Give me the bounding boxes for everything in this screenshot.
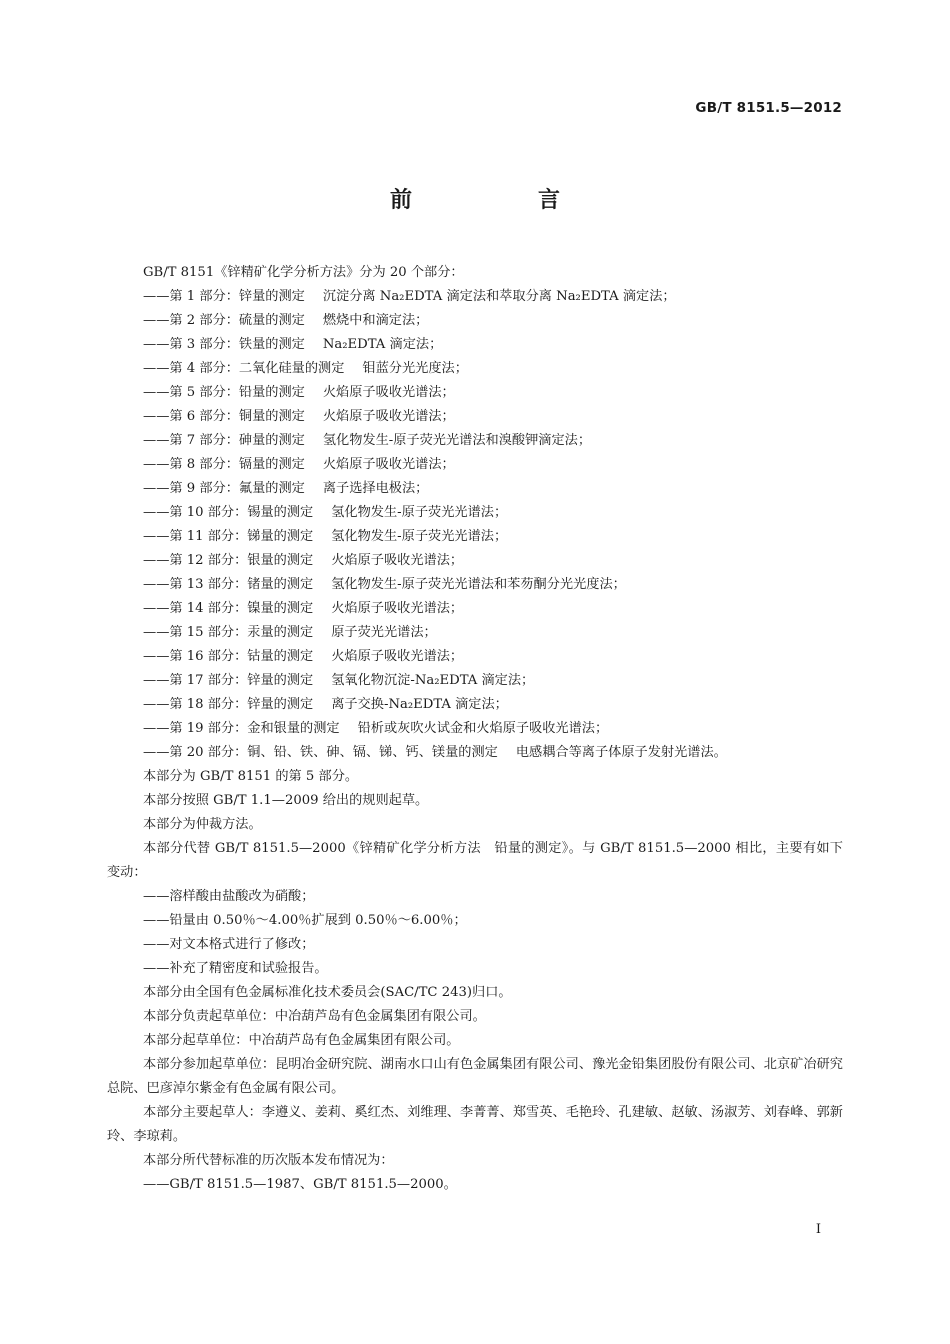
part-list-item [107, 405, 843, 429]
part-method: 原子荧光光谱法； [331, 625, 437, 640]
part-method: 离子交换-Na₂EDTA 滴定法； [331, 697, 508, 712]
part-label: ——第 7 部分：砷量的测定 [143, 433, 305, 448]
part-label: ——第 19 部分：金和银量的测定 [143, 721, 340, 736]
part-method: 钼蓝分光光度法； [362, 361, 468, 376]
part-list-item [107, 477, 843, 501]
part-method: 电感耦合等离子体原子发射光谱法。 [515, 745, 727, 760]
part-label: ——第 9 部分：氟量的测定 [143, 481, 305, 496]
part-method: 火焰原子吸收光谱法； [331, 601, 464, 616]
part-list-item [107, 573, 843, 597]
standard-code: GB/T 8151.5—2012 [695, 100, 842, 116]
part-list-item [107, 501, 843, 525]
part-list-item [107, 645, 843, 669]
drafters-statement: 本部分主要起草人：李遵义、姜莉、奚红杰、刘维理、李菁菁、郑雪英、毛艳玲、孔建敏、赵敏、汤淑芳、刘春峰、郭新玲、李琼莉。 [107, 1105, 843, 1144]
part-label: ——第 20 部分：铜、铅、铁、砷、镉、锑、钙、镁量的测定 [143, 745, 498, 760]
parts-list [107, 285, 843, 765]
part-method: 燃烧中和滴定法； [322, 313, 429, 328]
proposer-statement: 本部分由全国有色金属标准化技术委员会(SAC/TC 243)归口。 [143, 985, 512, 1000]
part-list-item [107, 309, 843, 333]
part-label: ——第 6 部分：铜量的测定 [143, 409, 305, 424]
change-item: ——溶样酸由盐酸改为硝酸； [143, 889, 315, 904]
part-of-statement: 本部分为 GB/T 8151 的第 5 部分。 [143, 769, 359, 784]
part-label: ——第 12 部分：银量的测定 [143, 553, 314, 568]
part-method: 火焰原子吸收光谱法； [331, 649, 464, 664]
page-title: 前 言 [389, 188, 612, 213]
part-list-item [107, 741, 843, 765]
part-method: 氢化物发生-原子荧光光谱法； [331, 505, 508, 520]
participants-statement: 本部分参加起草单位：昆明冶金研究院、湖南水口山有色金属集团有限公司、豫光金铅集团股份有限公司、北京矿冶研究总院、巴彦淖尔紫金有色金属有限公司。 [107, 1057, 843, 1096]
part-label: ——第 13 部分：锗量的测定 [143, 577, 314, 592]
part-method: 氢化物发生-原子荧光光谱法和溴酸钾滴定法； [322, 433, 592, 448]
part-list-item [107, 717, 843, 741]
part-method: 火焰原子吸收光谱法； [322, 409, 455, 424]
responsible-unit-statement: 本部分负责起草单位：中冶葫芦岛有色金属集团有限公司。 [143, 1009, 486, 1024]
part-list-item [107, 357, 843, 381]
change-item: ——对文本格式进行了修改； [143, 937, 315, 952]
part-label: ——第 11 部分：锑量的测定 [143, 529, 314, 544]
part-list-item [107, 453, 843, 477]
part-label: ——第 2 部分：硫量的测定 [143, 313, 305, 328]
change-item: ——铅量由 0.50％～4.00％扩展到 0.50％～6.00％； [143, 913, 467, 928]
part-label: ——第 14 部分：镍量的测定 [143, 601, 314, 616]
part-label: ——第 4 部分：二氧化硅量的测定 [143, 361, 345, 376]
drafting-unit-statement: 本部分起草单位：中冶葫芦岛有色金属集团有限公司。 [143, 1033, 460, 1048]
part-method: 离子选择电极法； [322, 481, 429, 496]
part-label: ——第 10 部分：锡量的测定 [143, 505, 314, 520]
replaces-statement: 本部分代替 GB/T 8151.5—2000《锌精矿化学分析方法 铅量的测定》。与 GB/T 8151.5—2000 相比，主要有如下变动： [107, 841, 843, 880]
part-list-item [107, 597, 843, 621]
part-list-item [107, 525, 843, 549]
foreword-body [107, 261, 843, 1197]
part-list-item [107, 381, 843, 405]
part-method: 火焰原子吸收光谱法； [322, 457, 455, 472]
part-method: 火焰原子吸收光谱法； [331, 553, 464, 568]
part-list-item [107, 429, 843, 453]
history-intro-statement: 本部分所代替标准的历次版本发布情况为： [143, 1153, 394, 1168]
part-label: ——第 18 部分：锌量的测定 [143, 697, 314, 712]
drafting-rules-statement: 本部分按照 GB/T 1.1—2009 给出的规则起草。 [143, 793, 429, 808]
part-method: Na₂EDTA 滴定法； [322, 337, 443, 352]
part-list-item [107, 693, 843, 717]
part-list-item [107, 621, 843, 645]
part-label: ——第 3 部分：铁量的测定 [143, 337, 305, 352]
part-list-item [107, 669, 843, 693]
page-number: I [815, 1222, 821, 1237]
part-label: ——第 1 部分：锌量的测定 [143, 289, 305, 304]
part-label: ——第 16 部分：钴量的测定 [143, 649, 314, 664]
part-method: 火焰原子吸收光谱法； [322, 385, 455, 400]
part-label: ——第 17 部分：锌量的测定 [143, 673, 314, 688]
method-type-statement: 本部分为仲裁方法。 [143, 817, 262, 832]
intro-paragraph: GB/T 8151《锌精矿化学分析方法》分为 20 个部分： [143, 265, 464, 280]
part-label: ——第 5 部分：铅量的测定 [143, 385, 305, 400]
part-label: ——第 15 部分：汞量的测定 [143, 625, 314, 640]
history-item: ——GB/T 8151.5—1987、GB/T 8151.5—2000。 [143, 1177, 457, 1192]
part-method: 沉淀分离 Na₂EDTA 滴定法和萃取分离 Na₂EDTA 滴定法； [322, 289, 676, 304]
part-list-item [107, 333, 843, 357]
part-method: 氢化物发生-原子荧光光谱法； [331, 529, 508, 544]
part-method: 氢氧化物沉淀-Na₂EDTA 滴定法； [331, 673, 535, 688]
part-list-item [107, 549, 843, 573]
change-item: ——补充了精密度和试验报告。 [143, 961, 328, 976]
part-method: 氢化物发生-原子荧光光谱法和苯芴酮分光光度法； [331, 577, 626, 592]
part-list-item [107, 285, 843, 309]
part-method: 铅析或灰吹火试金和火焰原子吸收光谱法； [357, 721, 609, 736]
part-label: ——第 8 部分：镉量的测定 [143, 457, 305, 472]
